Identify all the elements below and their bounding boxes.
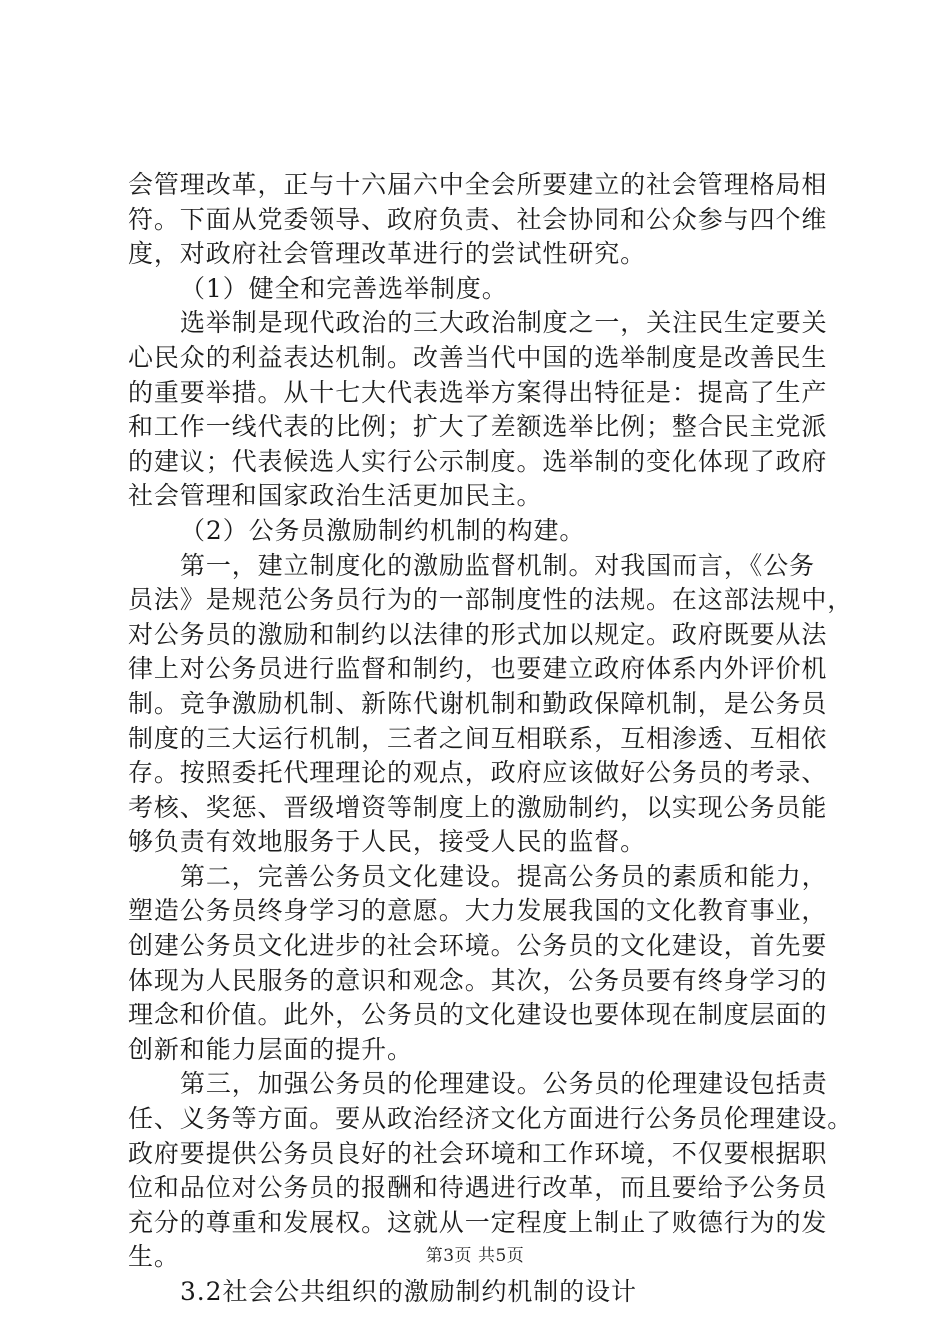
text-line: 生。 [128, 1242, 180, 1272]
text-line: 3.2社会公共组织的激励制约机制的设计 [180, 1277, 637, 1306]
text-line: 理念和价值。此外，公务员的文化建设也要体现在制度层面的 [128, 1000, 828, 1030]
text-line: 选举制是现代政治的三大政治制度之一，关注民生定要关 [180, 308, 828, 338]
text-line: 的建议；代表候选人实行公示制度。选举制的变化体现了政府 [128, 446, 828, 476]
text-line: 制。竞争激励机制、新陈代谢机制和勤政保障机制，是公务员 [128, 688, 828, 718]
text-line: 第三，加强公务员的伦理建设。公务员的伦理建设包括责 [180, 1069, 828, 1099]
text-line: 创新和能力层面的提升。 [128, 1034, 413, 1064]
text-line: 对公务员的激励和制约以法律的形式加以规定。政府既要从法 [128, 619, 828, 649]
text-line: 充分的尊重和发展权。这就从一定程度上制止了败德行为的发 [128, 1207, 828, 1237]
text-line: 会管理改革，正与十六届六中全会所要建立的社会管理格局相 [128, 170, 828, 199]
page-footer: 第3页 共5页 [425, 1246, 525, 1266]
text-line: 制度的三大运行机制，三者之间互相联系，互相渗透、互相依 [128, 723, 828, 753]
text-line: 第二，完善公务员文化建设。提高公务员的素质和能力， [180, 861, 828, 891]
text-line: 员法》是规范公务员行为的一部制度性的法规。在这部法规中， [128, 585, 854, 615]
text-line: 第一，建立制度化的激励监督机制。对我国而言，《公务 [180, 550, 816, 580]
text-line: 度，对政府社会管理改革进行的尝试性研究。 [128, 239, 647, 269]
text-line: 存。按照委托代理理论的观点，政府应该做好公务员的考录、 [128, 758, 828, 788]
text-line: 考核、奖惩、晋级增资等制度上的激励制约，以实现公务员能 [128, 792, 828, 822]
text-line: 体现为人民服务的意识和观念。其次，公务员要有终身学习的 [128, 965, 828, 995]
text-line: 和工作一线代表的比例；扩大了差额选举比例；整合民主党派 [128, 412, 828, 442]
text-line: 的重要举措。从十七大代表选举方案得出特征是：提高了生产 [128, 377, 828, 407]
text-line: （1）健全和完善选举制度。 [180, 273, 508, 303]
text-line: 够负责有效地服务于人民，接受人民的监督。 [128, 827, 647, 857]
text-line: 政府要提供公务员良好的社会环境和工作环境，不仅要根据职 [128, 1138, 828, 1168]
text-line: 任、义务等方面。要从政治经济文化方面进行公务员伦理建设。 [128, 1104, 854, 1134]
text-line: 律上对公务员进行监督和制约，也要建立政府体系内外评价机 [128, 654, 828, 684]
text-line: 创建公务员文化进步的社会环境。公务员的文化建设，首先要 [128, 931, 828, 961]
text-line: 塑造公务员终身学习的意愿。大力发展我国的文化教育事业， [128, 896, 828, 926]
text-line: （2）公务员激励制约机制的构建。 [180, 515, 586, 545]
text-line: 符。下面从党委领导、政府负责、社会协同和公众参与四个维 [128, 204, 828, 234]
text-line: 位和品位对公务员的报酬和待遇进行改革，而且要给予公务员 [128, 1173, 828, 1203]
text-line: 社会管理和国家政治生活更加民主。 [128, 481, 543, 511]
text-line: 心民众的利益表达机制。改善当代中国的选举制度是改善民生 [128, 342, 828, 372]
body-text [128, 168, 854, 1310]
